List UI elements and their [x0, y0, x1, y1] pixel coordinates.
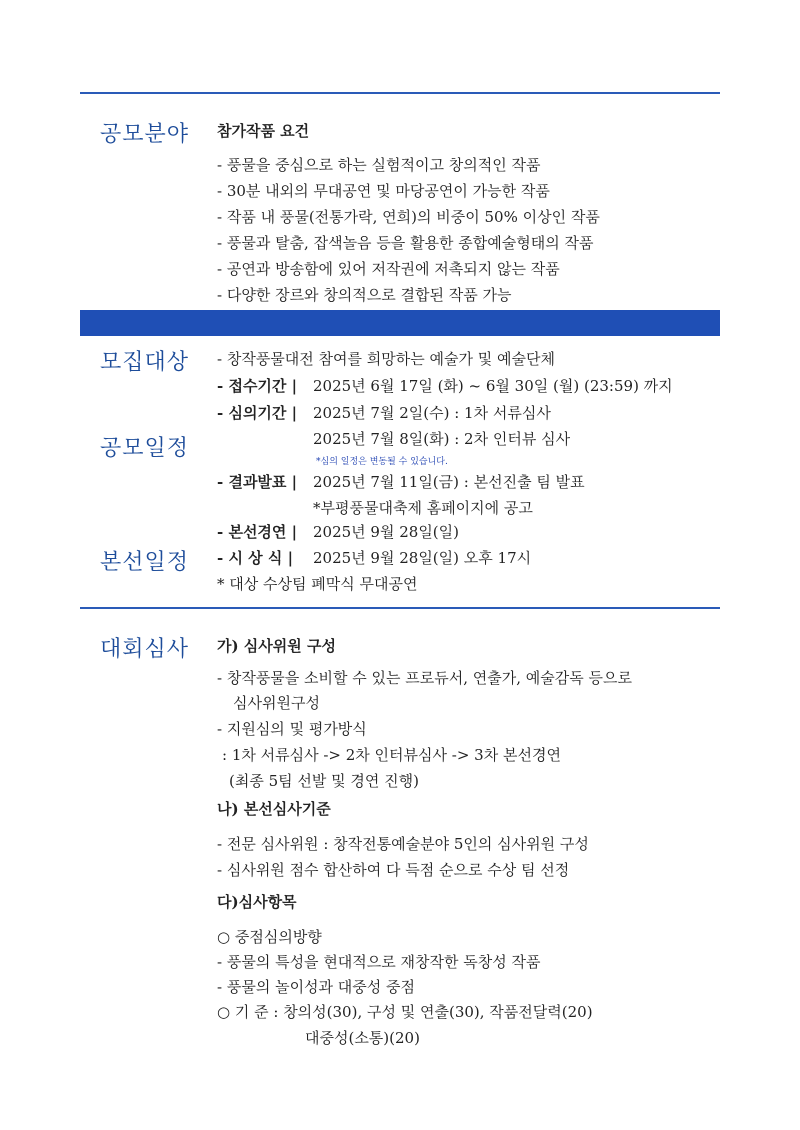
reception-label: - 접수기간 |: [217, 377, 298, 395]
middle-divider: [80, 607, 720, 609]
requirement-item: - 풍물과 탈춤, 잡색놀음 등을 활용한 종합예술형태의 작품: [217, 234, 594, 252]
reception-period: 2025년 6월 17일 (화) ~ 6월 30일 (월) (23:59) 까지: [313, 377, 673, 395]
judging-panel-line: - 창작풍물을 소비할 수 있는 프로듀서, 연출가, 예술감독 등으로: [217, 669, 633, 687]
judging-item-line: ○ 중점심의방향: [217, 928, 322, 946]
requirement-item: - 30분 내외의 무대공연 및 마당공연이 가능한 작품: [217, 182, 550, 200]
result-label: - 결과발표 |: [217, 473, 298, 491]
final-judging-criteria-title: 나) 본선심사기준: [217, 800, 331, 818]
requirement-item: - 다양한 장르와 창의적으로 결합된 작품 가능: [217, 286, 512, 304]
review-schedule-note: *심의 일정은 변동될 수 있습니다.: [316, 457, 448, 467]
requirement-item: - 풍물을 중심으로 하는 실험적이고 창의적인 작품: [217, 156, 541, 174]
judging-items-title: 다)심사항목: [217, 893, 297, 911]
judging-item-line: ○ 기 준 : 창의성(30), 구성 및 연출(30), 작품전달력(20): [217, 1003, 593, 1021]
judging-item-line: - 풍물의 특성을 현대적으로 재창작한 독창성 작품: [217, 953, 541, 971]
result-note: *부평풍물대축제 홈페이지에 공고: [313, 499, 533, 517]
section-heading-judging: 대회심사: [100, 637, 190, 662]
final-note: * 대상 수상팀 폐막식 무대공연: [217, 575, 418, 593]
judging-item-line: 대중성(소통)(20): [305, 1029, 420, 1047]
section-heading-recruit: 모집대상: [100, 350, 190, 375]
criteria-line: - 전문 심사위원 : 창작전통예술분야 5인의 심사위원 구성: [217, 835, 589, 853]
criteria-line: - 심사위원 점수 합산하여 다 득점 순으로 수상 팀 선정: [217, 861, 570, 879]
review-period-2: 2025년 7월 8일(화) : 2차 인터뷰 심사: [313, 430, 571, 448]
final-contest-label: - 본선경연 |: [217, 523, 298, 541]
judging-item-line: - 풍물의 놀이성과 대중성 중점: [217, 978, 416, 996]
result-announcement: 2025년 7월 11일(금) : 본선진출 팀 발표: [313, 473, 585, 491]
award-ceremony-date: 2025년 9월 28일(일) 오후 17시: [313, 549, 532, 567]
top-divider: [80, 92, 720, 94]
judging-panel-line: (최종 5팀 선발 및 경연 진행): [229, 772, 419, 790]
recruit-target-text: - 창작풍물대전 참여를 희망하는 예술가 및 예술단체: [217, 350, 555, 368]
judging-panel-line: : 1차 서류심사 -> 2차 인터뷰심사 -> 3차 본선경연: [222, 746, 561, 764]
review-label: - 심의기간 |: [217, 404, 298, 422]
award-ceremony-label: - 시 상 식 |: [217, 549, 294, 567]
final-contest-date: 2025년 9월 28일(일): [313, 523, 460, 541]
judging-panel-line: - 지원심의 및 평가방식: [217, 720, 367, 738]
section-heading-final: 본선일정: [100, 550, 190, 575]
section-heading-contest-field: 공모분야: [100, 122, 190, 147]
requirement-item: - 작품 내 풍물(전통가락, 연희)의 비중이 50% 이상인 작품: [217, 208, 600, 226]
contest-requirements-title: 참가작품 요건: [217, 122, 310, 140]
judging-panel-title: 가) 심사위원 구성: [217, 637, 336, 655]
requirement-item: - 공연과 방송함에 있어 저작권에 저촉되지 않는 작품: [217, 260, 560, 278]
review-period-1: 2025년 7월 2일(수) : 1차 서류심사: [313, 404, 551, 422]
judging-panel-line: 심사위원구성: [233, 694, 320, 712]
section-band: [80, 310, 720, 336]
section-heading-schedule: 공모일정: [100, 436, 190, 461]
